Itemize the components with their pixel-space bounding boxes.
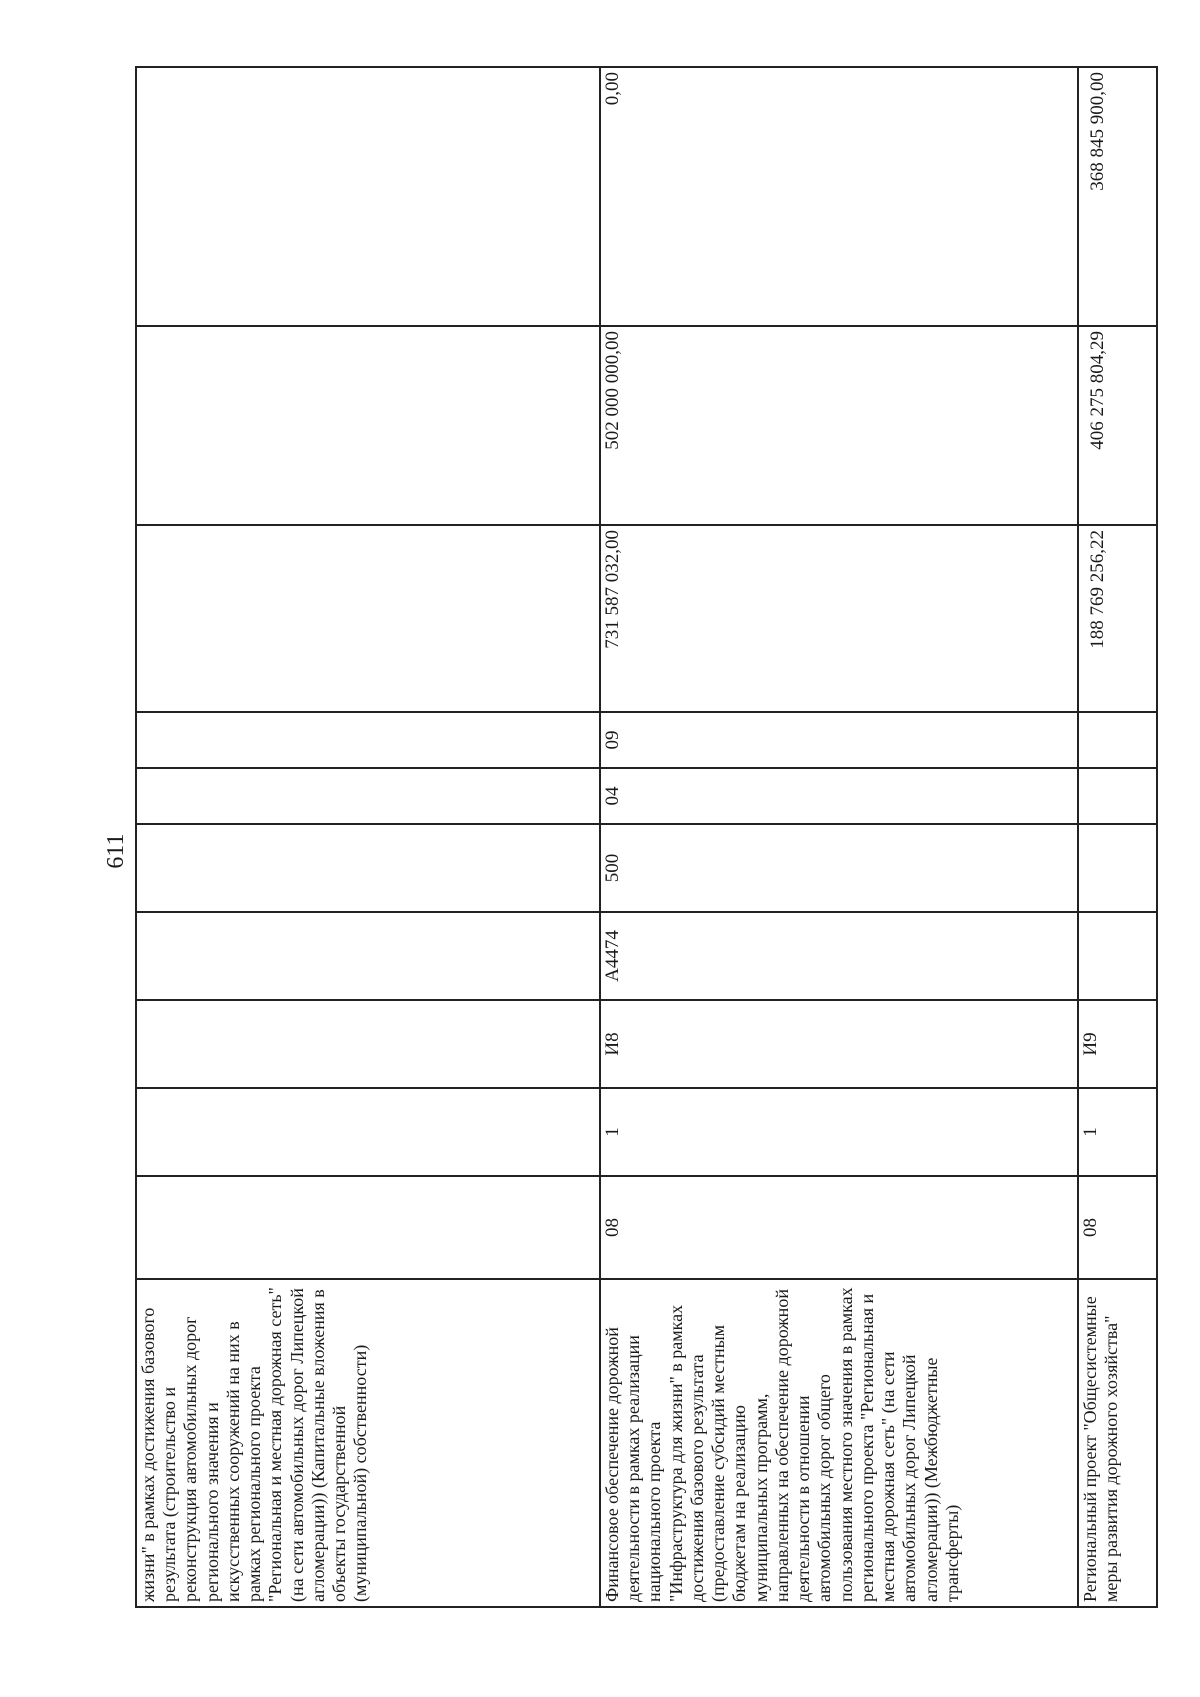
- budget-table: [135, 66, 1158, 1608]
- project-code: [136, 1000, 600, 1088]
- subchapter-code: [1078, 712, 1157, 768]
- expense-type-code: [136, 824, 600, 912]
- row-description: жизни" в рамках достижения базового результата (строительство и реконструкция автомобильных дорог регионального значения и искусственных сооружений на них в рамках регионального проекта "Региональная и местная дорожная сеть" (на сети автомобильных дорог Липецкой агломерации)) (Капитальные вложения в объекты государственной (муниципальной) собственности): [136, 1279, 600, 1607]
- amount-year3: 0,00: [600, 67, 1078, 326]
- direction-code: А4474: [600, 912, 1078, 1000]
- subchapter-code: [136, 712, 600, 768]
- table-row: [1078, 67, 1157, 1607]
- amount-year3: 368 845 900,00: [1078, 67, 1157, 326]
- page-number: 611: [103, 833, 129, 869]
- table-row: [600, 67, 1078, 1607]
- direction-code: [136, 912, 600, 1000]
- section-code: 08: [600, 1176, 1078, 1279]
- row-description: Финансовое обеспечение дорожной деятельности в рамках реализации национального проекта "Инфраструктура для жизни" в рамках достижения базового результата (предоставление субсидий местным бюджетам на реализацию муниципальных программ, направленных на обеспечение дорожной деятельности в отношении автомобильных дорог общего пользования местного значения в рамках регионального проекта "Региональная и местная дорожная сеть" (на сети автомобильных дорог Липецкой агломерации)) (Межбюджетные трансферты): [600, 1279, 1078, 1607]
- chapter-code: [136, 768, 600, 824]
- section-code: 08: [1078, 1176, 1157, 1279]
- expense-type-code: [1078, 824, 1157, 912]
- direction-code: [1078, 912, 1157, 1000]
- project-code: И9: [1078, 1000, 1157, 1088]
- subchapter-code: 09: [600, 712, 1078, 768]
- chapter-code: 04: [600, 768, 1078, 824]
- table-row: [136, 67, 600, 1607]
- amount-year2: [136, 326, 600, 525]
- expense-type-code: 500: [600, 824, 1078, 912]
- section-code: [136, 1176, 600, 1279]
- row-description: Региональный проект "Общесистемные меры развития дорожного хозяйства": [1078, 1279, 1157, 1607]
- project-code: И8: [600, 1000, 1078, 1088]
- amount-year1: 188 769 256,22: [1078, 525, 1157, 712]
- program-code: [136, 1088, 600, 1176]
- program-code: 1: [600, 1088, 1078, 1176]
- amount-year3: [136, 67, 600, 326]
- amount-year2: 502 000 000,00: [600, 326, 1078, 525]
- amount-year1: [136, 525, 600, 712]
- chapter-code: [1078, 768, 1157, 824]
- amount-year2: 406 275 804,29: [1078, 326, 1157, 525]
- amount-year1: 731 587 032,00: [600, 525, 1078, 712]
- program-code: 1: [1078, 1088, 1157, 1176]
- budget-table-wrapper: [135, 68, 1137, 1608]
